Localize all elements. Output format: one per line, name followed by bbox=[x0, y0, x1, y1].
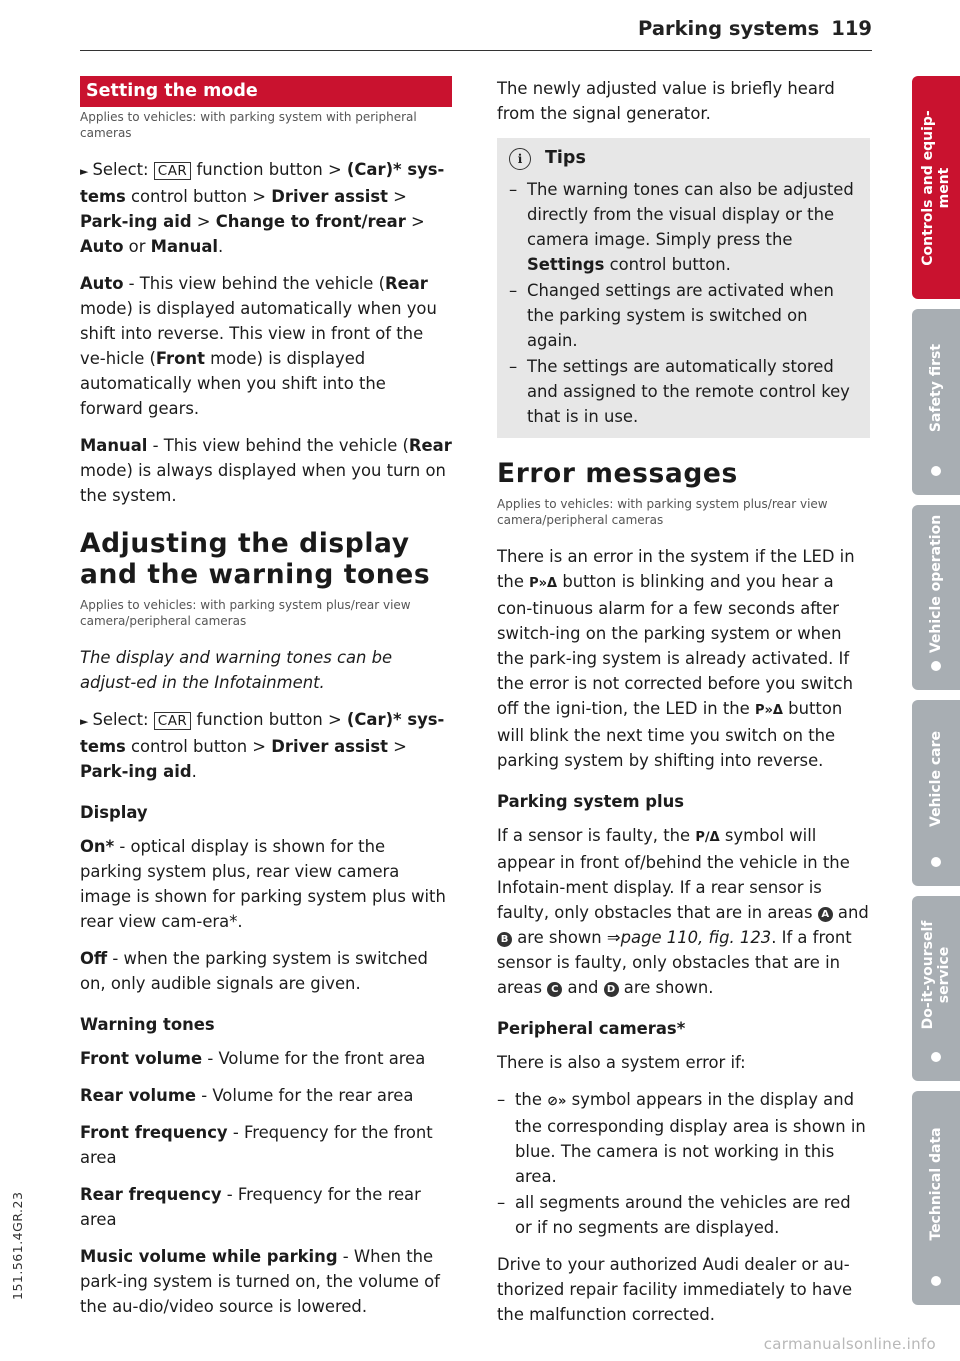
auto-description: Auto - This view behind the vehicle (Rear mode) is displayed automatically when you shift into reverse. This view in front of the ve-hicle (Front mode) is displayed automatically when you shift into the forward gears. bbox=[80, 274, 437, 418]
tab-controls-and-equipment[interactable]: Controls and equip- ment bbox=[912, 76, 960, 299]
adjusting-intro: The display and warning tones can be adjust-ed in the Infotainment. bbox=[80, 648, 393, 692]
tab-dot-icon bbox=[931, 1276, 941, 1286]
setting-mode-heading: Setting the mode bbox=[80, 76, 452, 107]
display-heading: Display bbox=[80, 803, 148, 822]
front-frequency-item: Front frequency - Frequency for the front area bbox=[80, 1123, 433, 1167]
tab-do-it-yourself-service[interactable]: Do-it-yourself service bbox=[912, 896, 960, 1081]
footer-watermark: carmanualsonline.info bbox=[763, 1335, 936, 1353]
rear-volume-item: Rear volume - Volume for the rear area bbox=[80, 1086, 414, 1105]
adjusted-value-note: The newly adjusted value is briefly heard from the signal generator. bbox=[497, 79, 835, 123]
right-column bbox=[497, 76, 870, 1339]
area-d-marker: D bbox=[604, 982, 619, 997]
tab-dot-icon bbox=[931, 466, 941, 476]
manual-description: Manual - This view behind the vehicle (Rear mode) is always displayed when you turn on the system. bbox=[80, 436, 452, 505]
display-off-item: Off - when the parking system is switched on, only audible signals are given. bbox=[80, 949, 428, 993]
parking-system-plus-heading: Parking system plus bbox=[497, 792, 685, 811]
page-number: 119 bbox=[831, 17, 872, 40]
step-arrow-icon: ► bbox=[80, 165, 89, 178]
warning-tones-heading: Warning tones bbox=[80, 1015, 215, 1034]
area-a-marker: A bbox=[818, 907, 833, 922]
tab-dot-icon bbox=[931, 857, 941, 867]
parking-button-icon: P»Δ bbox=[754, 703, 783, 718]
adjusting-instruction: ► Select: CAR function button > (Car)* sys-tems control button > Driver assist > Park-ing aid. bbox=[80, 710, 445, 781]
error-applies: Applies to vehicles: with parking system plus/rear view camera/peripheral cameras bbox=[497, 497, 828, 527]
tab-safety-first[interactable]: Safety first bbox=[912, 309, 960, 495]
area-b-marker: B bbox=[497, 932, 512, 947]
tab-dot-icon bbox=[931, 1052, 941, 1062]
error-condition-item: – the ⊘» symbol appears in the display and the corresponding display area is shown in blue. The camera is not working in this area. bbox=[497, 1090, 866, 1186]
sensor-fault-text: If a sensor is faulty, the P∕Δ symbol will appear in front of/behind the vehicle in the Infotain-ment display. If a rear sensor is faulty, only obstacles that are in areas A and B are shown ⇒page 110, fig. 123. If a front sensor is faulty, only obstacles that are in areas C and D are shown. bbox=[497, 826, 869, 997]
rear-frequency-item: Rear frequency - Frequency for the rear area bbox=[80, 1185, 421, 1229]
car-key: CAR bbox=[154, 162, 192, 180]
tab-vehicle-care[interactable]: Vehicle care bbox=[912, 700, 960, 886]
peripheral-cameras-heading: Peripheral cameras* bbox=[497, 1019, 686, 1038]
sensor-fault-icon: P∕Δ bbox=[695, 830, 720, 845]
music-volume-item: Music volume while parking - When the park-ing system is turned on, the volume of the au-dio/video source is lowered. bbox=[80, 1247, 440, 1316]
tip-item: – The settings are automatically stored and assigned to the remote control key that is in use. bbox=[509, 357, 850, 426]
section-title: Parking systems bbox=[638, 17, 820, 40]
reference-arrow-icon: ⇒ bbox=[606, 928, 621, 947]
info-icon: i bbox=[509, 148, 531, 170]
area-c-marker: C bbox=[547, 982, 562, 997]
adjusting-heading: Adjusting the display and the warning tones bbox=[80, 528, 431, 590]
tip-item: – The warning tones can also be adjusted directly from the visual display or the camera image. Simply press the Settings control button. bbox=[509, 180, 854, 274]
dealer-advice: Drive to your authorized Audi dealer or au-thorized repair facility immediately to have the malfunction corrected. bbox=[497, 1255, 853, 1324]
front-volume-item: Front volume - Volume for the front area bbox=[80, 1049, 426, 1068]
error-messages-heading: Error messages bbox=[497, 458, 738, 489]
setting-mode-instruction: ► Select: CAR function button > (Car)* sys-tems control button > Driver assist > Park-ing aid > Change to front/rear > Auto or Manual. bbox=[80, 160, 445, 256]
tab-technical-data[interactable]: Technical data bbox=[912, 1091, 960, 1305]
tips-title: i Tips bbox=[509, 146, 858, 171]
page-header bbox=[638, 10, 872, 48]
car-key: CAR bbox=[154, 712, 192, 730]
adjusting-applies: Applies to vehicles: with parking system plus/rear view camera/peripheral cameras bbox=[80, 598, 411, 628]
tab-vehicle-operation[interactable]: Vehicle operation bbox=[912, 505, 960, 690]
figure-reference-link[interactable]: page 110, fig. 123 bbox=[620, 928, 772, 947]
document-code: 151.561.4GR.23 bbox=[10, 1191, 25, 1300]
error-condition-item: – all segments around the vehicles are red or if no segments are displayed. bbox=[497, 1193, 851, 1237]
tab-dot-icon bbox=[931, 661, 941, 671]
header-rule bbox=[80, 50, 872, 51]
display-on-item: On* - optical display is shown for the parking system plus, rear view camera image is shown for parking system plus with rear view cam-era*. bbox=[80, 837, 446, 931]
camera-fault-icon: ⊘» bbox=[547, 1094, 567, 1109]
tip-item: – Changed settings are activated when the parking system is switched on again. bbox=[509, 281, 834, 350]
tips-box bbox=[497, 138, 870, 438]
left-column bbox=[80, 76, 452, 1331]
parking-button-icon: P»Δ bbox=[529, 576, 558, 591]
peripheral-intro: There is also a system error if: bbox=[497, 1053, 746, 1072]
error-intro: There is an error in the system if the LED in the P»Δ button is blinking and you hear a con-tinuous alarm for a few seconds after switch-ing on the parking system or when the park-ing system is already activated. If the error is not corrected before you switch off the igni-tion, the LED in the P»Δ button will blink the next time you switch on the parking system by shifting into reverse. bbox=[497, 547, 855, 770]
setting-mode-applies: Applies to vehicles: with parking system with peripheral cameras bbox=[80, 110, 417, 140]
step-arrow-icon: ► bbox=[80, 715, 89, 728]
